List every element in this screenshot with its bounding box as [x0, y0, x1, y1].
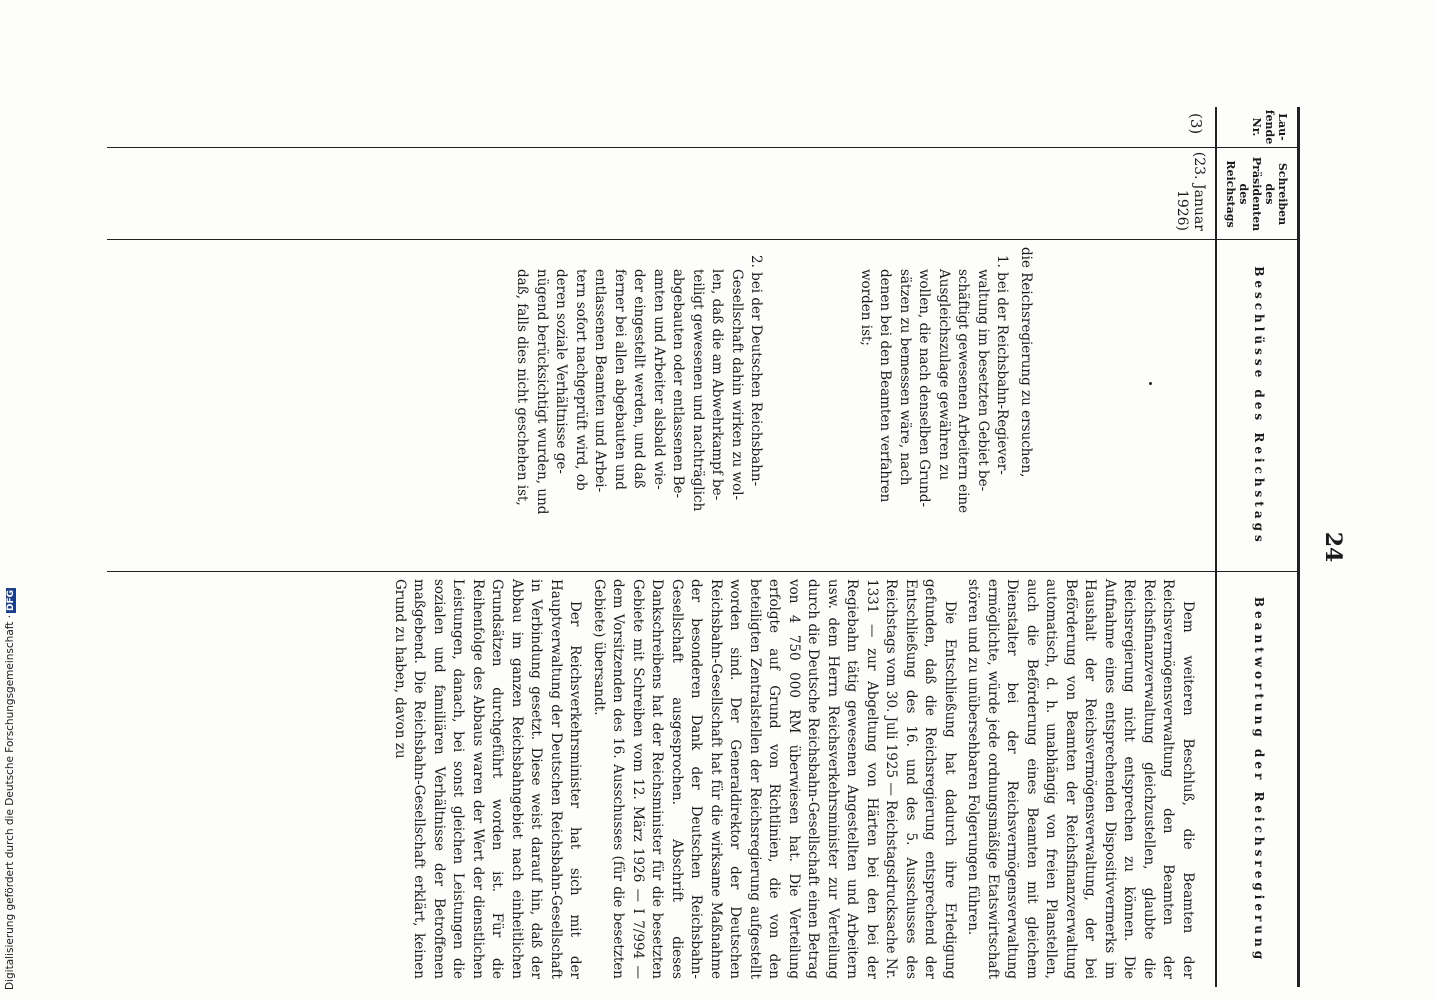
antwort-paragraph-2: Die Entschließung hat dadurch ihre Erledigung gefunden, daß die Reichsregierung entsprechend der Entschließung des 16. und des 5. Ausschusses des Reichstags vom 30. Juli 1925 — Reichstagsdrucksache Nr. 1331 — zur Abgeltung von Härten bei den bei der Regiebahn tätig gewesenen Angestellten und Arbeitern usw. dem Herrn Reichsverkehrsminister zur Verteilung durch die Deutsche Reichsbahn-Gesellschaft einen Betrag von 4 750 000 RM überwiesen hat. Die Verteilung erfolgte auf Grund von Richtlinien, die von den beteiligten Zentralstellen der Reichsregierung aufgestellt worden sind. Der Generaldirektor der Deutschen Reichsbahn-Gesellschaft hat für die wirksame Maßnahme der besonderen Dank der Deutschen Reichsbahn-Gesellschaft ausgesprochen. Abschrift dieses Dankschreibens hat der Reichsminister für die besetzten Gebiete mit Schreiben vom 12. März 1926 — I 7/994 — dem Vorsitzenden des 16. Ausschusses (für die besetzten Gebiete) übersandt. — [591, 579, 958, 979]
entry-date: (23. Januar 1926) — [1174, 151, 1207, 231]
header-lfd-nr: Lau- fende Nr. — [1250, 109, 1289, 145]
antwort-paragraph-3: Der Reichsverkehrsminister hat sich mit der Hauptverwaltung der Deutschen Reichsbahn-Gesellschaft in Verbindung gesetzt. Diese weist darauf hin, daß der Abbau im ganzen Reichsbahngebiet nach einheitlichen Grundsätzen durchgeführt worden ist. Für die Reihenfolge des Abbaus waren der Wert der dienstlichen Leistungen, danach, bei sonst gleichen Leistungen die sozialen und familiären Verhältnisse der Betroffenen maßgebend. Die Reichsbahn-Gesellschaft erklärt, keinen Grund zu haben, davon zu — [392, 579, 584, 979]
header-schreiben: Schreiben des Präsidenten des Reichstags — [1224, 156, 1289, 232]
document-table — [107, 107, 1300, 987]
column-divider — [107, 571, 1297, 572]
beschluss-intro: die Reichsregierung zu ersuchen, — [1018, 247, 1034, 478]
credit-text: Digitalisierung gefördert durch die Deutsche Forschungsgemeinschaft · — [4, 614, 16, 990]
page-number: 24 — [1320, 531, 1346, 563]
beschluss-item-2: 2. bei der Deutschen Reichsbahn- Gesellschaft dahin wirken zu wol- len, daß die am Abwehrkampf be- teiligt gewesenen und nachträglich abgebauten oder entlassenen Be- amten und Arbeiter alsbald wie- der eingestellt werden, und daß ferner bei allen abgebauten und entlassenen Beamten und Arbei- tern sofort nachgeprüft wird, ob deren soziale Verhältnisse ge- nügend berücksichtigt wurden, und daß, falls dies nicht geschehen ist, — [514, 255, 765, 515]
header-beschluesse: Beschlüsse des Reichstags — [1252, 266, 1266, 546]
beschluss-item-1: 1. bei der Reichsbahn-Regiever- waltung im besetzten Gebiet be- schäftigt gewesenen Arbeitern eine Ausgleichszulage gewähren zu wollen, die nach denselben Grund- sätzen zu bemessen wäre, nach denen bei den Beamten verfahren worden ist; — [858, 255, 1011, 514]
antwort-paragraph-1: Dem weiteren Beschluß, die Beamten der Reichsvermögensverwaltung den Beamten der Reichsfinanzverwaltung gleichzustellen, glaubte die Reichsregierung nicht entsprechen zu können. Die Aufnahme eines entsprechenden Dispositivvermerks im Haushalt der Reichsvermögensverwaltung, der bei Beförderung von Beamten der Reichsfinanzverwaltung automatisch, d. h. unabhängig von freien Planstellen, auch die Beförderung eines Beamten mit gleichem Dienstalter bei der Reichsvermögensverwaltung ermöglichte, würde jede ordnungsmäßige Etatswirtschaft stören und zu unübersehbaren Folgerungen führen. — [965, 579, 1196, 979]
column-divider — [107, 147, 1297, 148]
dfg-logo: DFG — [6, 589, 16, 611]
column-divider — [107, 239, 1297, 240]
beschluss-cell — [512, 247, 1035, 565]
print-speck — [1149, 382, 1152, 385]
document-page — [110, 107, 1346, 987]
entry-number: (3) — [1187, 113, 1205, 135]
header-beantwortung: Beantwortung der Reichsregierung — [1252, 596, 1266, 964]
digitization-credit — [2, 589, 20, 990]
antwort-cell — [386, 579, 1198, 979]
